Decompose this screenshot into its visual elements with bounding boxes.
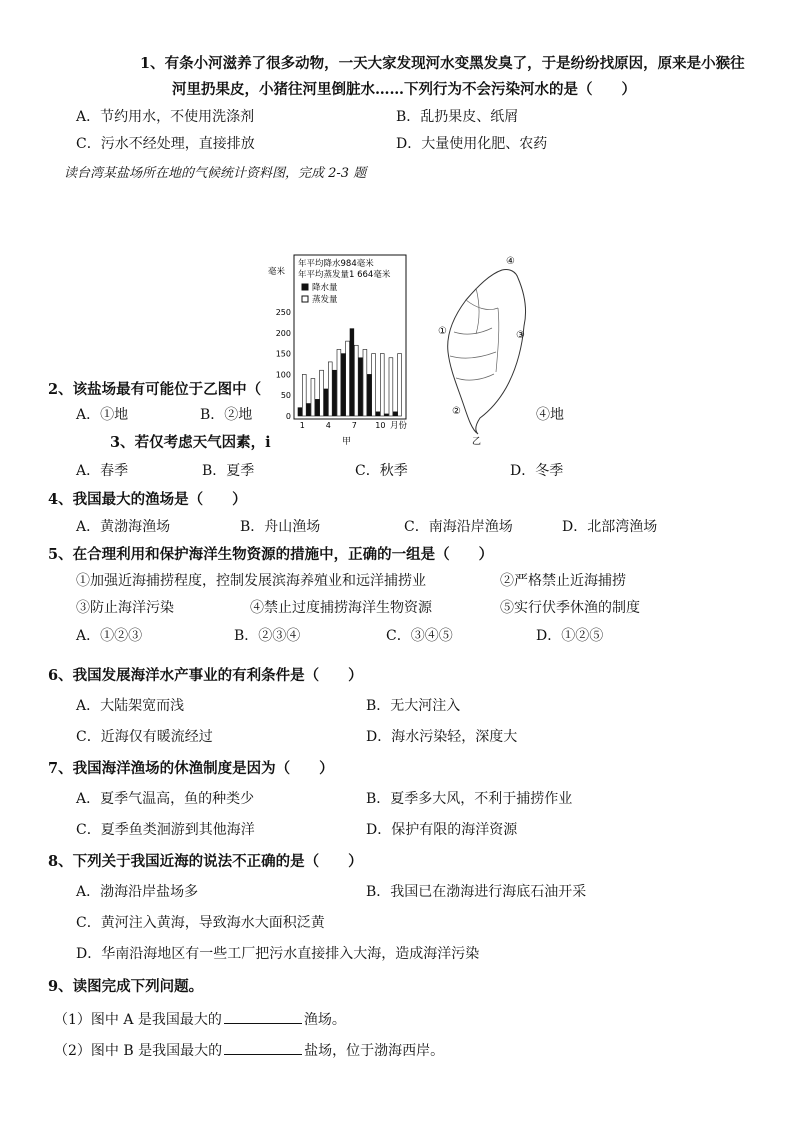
map-label-4: ④	[506, 256, 515, 267]
y-tick-label: 100	[275, 370, 291, 380]
q3-option-a: A．春季	[76, 463, 129, 479]
precip-bar	[298, 408, 302, 416]
q7-stem: 7、我国海洋渔场的休渔制度是因为（ ）	[48, 760, 334, 777]
q3-option-c: C．秋季	[355, 463, 408, 479]
taiwan-map	[436, 252, 546, 448]
q5-statement-4: ④禁止过度捕捞海洋生物资源	[250, 600, 432, 616]
x-tick-label: 4	[325, 421, 331, 430]
q6-option-a: A．大陆架宽而浅	[76, 698, 185, 714]
q9-part1-suffix: 渔场。	[303, 1012, 346, 1028]
q6-option-b: B．无大河注入	[366, 698, 461, 714]
q2-option-b: B．②地	[200, 407, 253, 423]
q3-stem: 3、若仅考虑天气因素，i	[110, 434, 271, 451]
q7-option-c: C．夏季鱼类洄游到其他海洋	[76, 822, 255, 838]
q5-statement-1: ①加强近海捕捞程度，控制发展滨海养殖业和远洋捕捞业	[76, 573, 426, 589]
q3-option-b: B．夏季	[202, 463, 255, 479]
q1-option-d: D．大量使用化肥、农药	[396, 136, 548, 152]
y-tick-label: 250	[275, 308, 291, 317]
evap-bar	[372, 354, 376, 416]
precip-bar	[341, 354, 345, 416]
x-tick-label: 7	[351, 421, 357, 430]
climate-chart	[262, 250, 412, 450]
q6-stem: 6、我国发展海洋水产事业的有利条件是（ ）	[48, 667, 363, 684]
q4-option-c: C．南海沿岸渔场	[404, 519, 513, 535]
q6-option-c: C．近海仅有暖流经过	[76, 729, 213, 745]
precip-bar	[376, 412, 380, 416]
q9-part1-blank[interactable]	[224, 1009, 302, 1024]
q5-option-d: D．①②⑤	[536, 628, 604, 644]
y-tick-label: 200	[275, 328, 291, 338]
q9-part2-blank[interactable]	[224, 1040, 302, 1055]
q8-option-c: C．黄河注入黄海，导致海水大面积泛黄	[76, 915, 325, 931]
precip-bar	[367, 374, 371, 416]
section-intro: 读台湾某盐场所在地的气候统计资料图，完成 2-3 题	[64, 166, 367, 181]
legend-label-precip: 降水量	[312, 283, 338, 293]
evap-bar	[398, 354, 402, 416]
q5-option-c: C．③④⑤	[386, 628, 453, 644]
q1-option-c: C．污水不经处理，直接排放	[76, 136, 255, 152]
q8-stem: 8、下列关于我国近海的说法不正确的是（ ）	[48, 853, 363, 870]
map-label-3: ③	[516, 330, 525, 341]
q1-stem-line1: 1、有条小河滋养了很多动物，一天大家发现河水变黑发臭了，于是纷纷找原因，原来是小猴往	[140, 55, 745, 72]
precip-bar	[307, 404, 311, 416]
precip-bar	[315, 399, 319, 416]
evap-bar	[302, 374, 306, 416]
precip-bar	[324, 389, 328, 416]
y-tick-label: 0	[285, 412, 291, 421]
q2-stem: 2、该盐场最有可能位于乙图中（	[48, 381, 262, 398]
map-caption: 乙	[472, 437, 482, 447]
precip-bar	[333, 370, 337, 416]
q7-option-b: B．夏季多大风，不利于捕捞作业	[366, 791, 573, 807]
evap-bar	[320, 370, 324, 416]
y-tick-label: 50	[280, 391, 291, 401]
q5-statement-5: ⑤实行伏季休渔的制度	[500, 600, 640, 616]
chart-title-line1: 年平均降水984毫米	[298, 259, 374, 269]
q9-part1-prefix: （1）图中 A 是我国最大的	[54, 1012, 222, 1028]
x-tick-label: 1	[299, 421, 305, 430]
q5-option-b: B．②③④	[234, 628, 301, 644]
evap-bar	[311, 379, 315, 416]
q8-option-a: A．渤海沿岸盐场多	[76, 884, 199, 900]
evap-bar	[328, 362, 332, 416]
county-boundaries	[450, 288, 499, 380]
q2-option-a: A．①地	[76, 407, 129, 423]
q1-stem-line2: 河里扔果皮，小猪往河里倒脏水……下列行为不会污染河水的是（ ）	[172, 81, 636, 98]
q3-option-d: D．冬季	[510, 463, 564, 479]
q8-option-d: D．华南沿海地区有一些工厂把污水直接排入大海，造成海洋污染	[76, 946, 480, 962]
precip-bar	[385, 414, 389, 416]
chart-xlabel: 月份	[390, 421, 408, 431]
q8-option-b: B．我国已在渤海进行海底石油开采	[366, 884, 587, 900]
q5-statement-3: ③防止海洋污染	[76, 600, 174, 616]
y-tick-label: 150	[275, 349, 291, 359]
q9-part2-prefix: （2）图中 B 是我国最大的	[54, 1043, 223, 1059]
evap-bar	[337, 349, 341, 416]
evap-bar	[380, 354, 384, 416]
q1-option-a: A．节约用水，不使用洗涤剂	[76, 109, 255, 125]
q6-option-d: D．海水污染轻，深度大	[366, 729, 518, 745]
q7-option-a: A．夏季气温高，鱼的种类少	[76, 791, 255, 807]
q7-option-d: D．保护有限的海洋资源	[366, 822, 518, 838]
q9-part1	[54, 1009, 346, 1029]
q5-option-a: A．①②③	[76, 628, 143, 644]
q4-option-a: A．黄渤海渔场	[76, 519, 171, 535]
chart-title-line2: 年平均蒸发量1 664毫米	[298, 270, 391, 280]
legend-swatch-evap	[302, 296, 308, 302]
precip-bar	[393, 412, 397, 416]
map-label-1: ①	[438, 326, 447, 337]
precip-bar	[350, 329, 354, 416]
q4-option-d: D．北部湾渔场	[562, 519, 658, 535]
precip-bar	[359, 358, 363, 416]
evap-bar	[389, 358, 393, 416]
evap-bar	[354, 345, 358, 416]
q9-part2	[54, 1040, 444, 1060]
evap-bar	[346, 341, 350, 416]
map-label-2: ②	[452, 406, 461, 417]
q9-part2-suffix: 盐场，位于渤海西岸。	[304, 1043, 445, 1059]
q4-option-b: B．舟山渔场	[240, 519, 321, 535]
q5-statement-2: ②严格禁止近海捕捞	[500, 573, 626, 589]
chart-caption: 甲	[342, 437, 352, 447]
x-tick-label: 10	[375, 421, 386, 430]
chart-ylabel: 毫米	[268, 267, 286, 277]
q5-stem: 5、在合理利用和保护海洋生物资源的措施中，正确的一组是（ ）	[48, 546, 494, 563]
q9-stem: 9、读图完成下列问题。	[48, 978, 204, 995]
q1-option-b: B．乱扔果皮、纸屑	[396, 109, 519, 125]
legend-label-evap: 蒸发量	[312, 295, 338, 305]
legend-swatch-precip	[302, 284, 308, 290]
q4-stem: 4、我国最大的渔场是（ ）	[48, 491, 247, 508]
evap-bar	[363, 349, 367, 416]
q2-option-d: ④地	[536, 407, 564, 423]
